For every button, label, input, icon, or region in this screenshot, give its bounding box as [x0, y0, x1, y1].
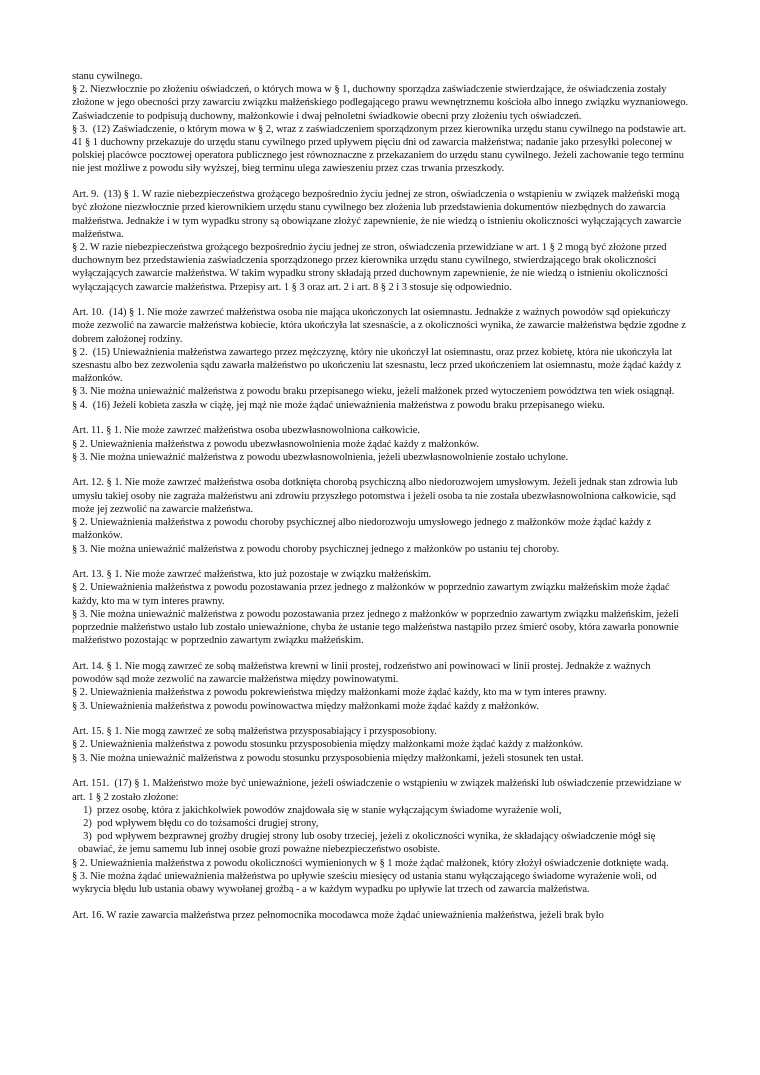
paragraph: § 3. Nie można unieważnić małżeństwa z powodu stosunku przysposobienia między małżonkami, jeżeli stosunek ten ustał. [72, 752, 584, 764]
text-block-art-8-cont [72, 70, 692, 176]
paragraph: § 2. Unieważnienia małżeństwa z powodu ubezwłasnowolnienia może żądać każdy z małżonków. [72, 438, 479, 450]
paragraph: Art. 11. § 1. Nie może zawrzeć małżeństwa osoba ubezwłasnowolniona całkowicie. [72, 425, 420, 437]
paragraph: Art. 10. (14) § 1. Nie może zawrzeć małżeństwa osoba nie mająca ukończonych lat osiemnastu. Jednakże z ważnych powodów sąd opiekuńczy może zezwolić na zawarcie małżeństwa kobiecie, która ukończyła lat szesnaście, a z okoliczności wynika, że zawarcie małżeństwa będzie zgodne z dobrem założonej rodziny. [72, 307, 689, 345]
text-block-art-16 [72, 909, 692, 922]
document-page [72, 70, 692, 934]
paragraph: § 3. Nie można żądać unieważnienia małżeństwa po upływie sześciu miesięcy od ustania stanu wyłączającego świadome wyrażenie woli, od wykrycia błędu lub ustania obawy wywołanej groźbą - a w każdym wypadku po upływie lat trzech od zawarcia małżeństwa. [72, 870, 660, 895]
list-item: 1) przez osobę, która z jakichkolwiek powodów znajdowała się w stanie wyłączającym świadome wyrażenie woli, [78, 804, 562, 816]
list-item: 2) pod wpływem błędu co do tożsamości drugiej strony, [78, 817, 319, 829]
paragraph: § 2. Niezwłocznie po złożeniu oświadczeń, o których mowa w § 1, duchowny sporządza zaświadczenie stwierdzające, że oświadczenia zostały złożone w jego obecności przy zawarciu związku małżeńskiego podlegającego prawu wewnętrznemu kościoła albo innego związku wyznaniowego. Zaświadczenie to podpisują duchowny, małżonkowie i dwaj pełnoletni świadkowie obecni przy złożeniu tych oświadczeń. [72, 84, 691, 122]
paragraph: § 2. Unieważnienia małżeństwa z powodu choroby psychicznej albo niedorozwoju umysłowego jednego z małżonków może żądać każdy z małżonków. [72, 517, 654, 542]
paragraph: § 4. (16) Jeżeli kobieta zaszła w ciążę, jej mąż nie może żądać unieważnienia małżeństwa z powodu braku przepisanego wieku. [72, 399, 605, 411]
paragraph: Art. 151. (17) § 1. Małżeństwo może być unieważnione, jeżeli oświadczenie o wstąpieniu w związek małżeński lub oświadczenie przewidziane w art. 1 § 2 zostało złożone: [72, 778, 684, 803]
text-block-art-13 [72, 568, 692, 647]
paragraph: § 3. Nie można unieważnić małżeństwa z powodu braku przepisanego wieku, jeżeli małżonek przed wytoczeniem powództwa ten wiek osiągnął. [72, 386, 675, 398]
paragraph: § 3. (12) Zaświadczenie, o którym mowa w § 2, wraz z zaświadczeniem sporządzonym przez kierownika urzędu stanu cywilnego na podstawie art. 41 § 1 duchowny przekazuje do urzędu stanu cywilnego przed upływem pięciu dni od zawarcia małżeństwa; nadanie jako przesyłki poleconej w polskiej placówce pocztowej operatora publicznego jest równoznaczne z przekazaniem do urzędu stanu cywilnego. Jeżeli zachowanie tego terminu nie jest możliwe z powodu siły wyższej, bieg terminu ulega zawieszeniu przez czas trwania przeszkody. [72, 123, 689, 175]
paragraph: § 2. Unieważnienia małżeństwa z powodu okoliczności wymienionych w § 1 może żądać małżonek, który złożył oświadczenie dotknięte wadą. [72, 857, 669, 869]
paragraph: § 3. Nie można unieważnić małżeństwa z powodu ubezwłasnowolnienia, jeżeli ubezwłasnowolnienie zostało uchylone. [72, 451, 569, 463]
paragraph: § 2. Unieważnienia małżeństwa z powodu pozostawania przez jednego z małżonków w poprzednio zawartym związku małżeńskim może żądać każdy, kto ma w tym interes prawny. [72, 582, 673, 607]
paragraph: § 2. W razie niebezpieczeństwa grożącego bezpośrednio życiu jednej ze stron, oświadczenia przewidziane w art. 1 § 2 mogą być złożone przed duchownym bez przedstawienia zaświadczenia sporządzonego przez kierownika urzędu stanu cywilnego, stwierdzającego brak okoliczności wyłączających zawarcie małżeństwa. W takim wypadku strony składają przed duchownym zapewnienie, że nie wiedzą o istnieniu okoliczności wyłączających zawarcie małżeństwa. Przepisy art. 1 § 3 oraz art. 2 i art. 8 § 2 i 3 stosuje się odpowiednio. [72, 241, 671, 293]
paragraph: Art. 16. W razie zawarcia małżeństwa przez pełnomocnika mocodawca może żądać unieważnienia małżeństwa, jeżeli brak było [72, 909, 604, 921]
paragraph: Art. 13. § 1. Nie może zawrzeć małżeństwa, kto już pozostaje w związku małżeńskim. [72, 569, 432, 581]
text-block-art-9 [72, 188, 692, 294]
paragraph: Art. 12. § 1. Nie może zawrzeć małżeństwa osoba dotknięta chorobą psychiczną albo niedorozwojem umysłowym. Jeżeli jednak stan zdrowia lub umysłu takiej osoby nie zagraża małżeństwu ani zdrowiu przyszłego potomstwa i jeżeli osoba ta nie została ubezwłasnowolniona całkowicie, sąd może jej zezwolić na zawarcie małżeństwa. [72, 477, 681, 515]
paragraph: Art. 9. (13) § 1. W razie niebezpieczeństwa grożącego bezpośrednio życiu jednej ze stron, oświadczenia o wstąpieniu w związek małżeński mogą być złożone niezwłocznie przed kierownikiem urzędu stanu cywilnego bez złożenia lub przedstawienia dokumentów niezbędnych do zawarcia małżeństwa. Jednakże i w tym wypadku strony są obowiązane złożyć zapewnienie, że nie wiedzą o istnieniu okoliczności wyłączających zawarcie małżeństwa. [72, 189, 684, 240]
paragraph: § 3. Nie można unieważnić małżeństwa z powodu choroby psychicznej jednego z małżonków po ustaniu tej choroby. [72, 543, 560, 555]
paragraph: § 2. Unieważnienia małżeństwa z powodu pokrewieństwa między małżonkami może żądać każdy, kto ma w tym interes prawny. [72, 687, 607, 699]
paragraph: § 2. Unieważnienia małżeństwa z powodu stosunku przysposobienia między małżonkami może żądać każdy z małżonków. [72, 739, 584, 751]
text-block-art-12 [72, 476, 692, 555]
text-block-art-11 [72, 424, 692, 464]
paragraph: § 3. Unieważnienia małżeństwa z powodu powinowactwa między małżonkami może żądać każdy z małżonków. [72, 700, 539, 712]
paragraph: § 3. Nie można unieważnić małżeństwa z powodu pozostawania przez jednego z małżonków w poprzednio zawartym związku małżeńskim, jeżeli poprzednie małżeństwo ustało lub zostało unieważnione, chyba że ustanie tego małżeństwa nastąpiło przez śmierć osoby, która zawarła ponownie małżeństwo pozostając w poprzednio zawartym związku małżeńskim. [72, 608, 682, 647]
paragraph: Art. 14. § 1. Nie mogą zawrzeć ze sobą małżeństwa krewni w linii prostej, rodzeństwo ani powinowaci w linii prostej. Jednakże z ważnych powodów sąd może zezwolić na zawarcie małżeństwa między powinowatymi. [72, 660, 654, 686]
text-block-art-15 [72, 725, 692, 765]
list-item: 3) pod wpływem bezprawnej groźby drugiej strony lub osoby trzeciej, jeżeli z okoliczności wynika, że składający oświadczenie mógł się obawiać, że jemu samemu lub innej osobie grozi poważne niebezpieczeństwo osobiste. [78, 831, 658, 856]
text-block-art-14 [72, 660, 692, 713]
paragraph: § 2. (15) Unieważnienia małżeństwa zawartego przez mężczyznę, który nie ukończył lat osiemnastu, oraz przez kobietę, która nie ukończyła lat szesnastu albo bez zezwolenia sądu zawarła małżeństwo po ukończeniu lat szesnastu, lecz przed ukończeniem lat osiemnastu, może żądać każdy z małżonków. [72, 346, 684, 385]
paragraph: Art. 15. § 1. Nie mogą zawrzeć ze sobą małżeństwa przysposabiający i przysposobiony. [72, 726, 437, 738]
text-block-art-10 [72, 306, 692, 412]
paragraph: stanu cywilnego. [72, 71, 143, 82]
text-block-art-151 [72, 777, 692, 896]
